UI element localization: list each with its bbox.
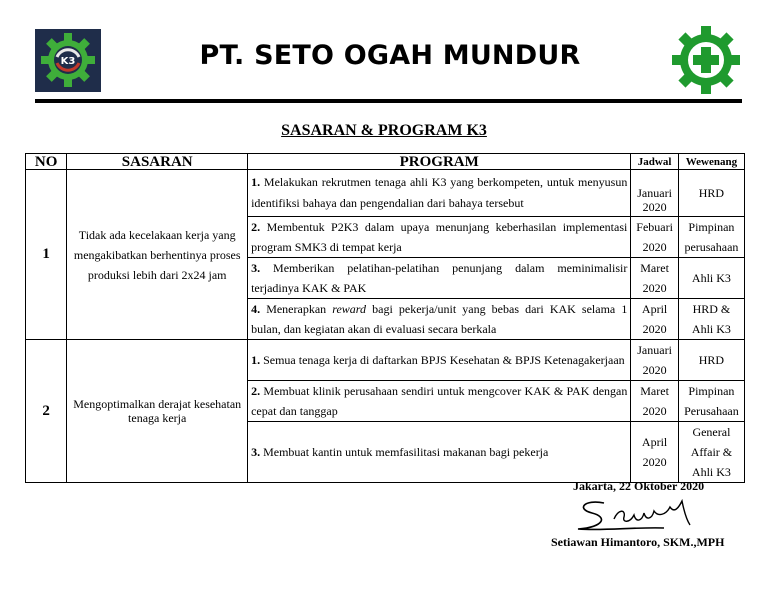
program-number: 3. (251, 261, 261, 275)
program-cell (248, 299, 631, 340)
program-text-before: Menerapkan (266, 302, 333, 316)
program-text-after: bagi pekerja/unit yang bebas dari KAK selama 1 bulan, dan kegiatan akan di evaluasi secara berkala (251, 302, 628, 336)
sasaran-cell: Mengoptimalkan derajat kesehatan tenaga kerja (67, 340, 248, 483)
table-header-row (26, 154, 745, 170)
program-text: Memberikan pelatihan-pelatihan penunjang dalam meminimalisir terjadinya KAK & PAK (251, 261, 628, 295)
green-cross-gear-icon (672, 26, 740, 94)
jadwal-cell: April 2020 (631, 299, 679, 340)
sasaran-cell: Tidak ada kecelakaan kerja yang mengakibatkan berhentinya proses produksi lebih dari 2x24 jam (67, 170, 248, 340)
program-table (25, 153, 745, 483)
program-number: 1. (251, 175, 261, 189)
signatory-name: Setiawan Himantoro, SKM.,MPH (551, 535, 725, 549)
program-number: 2. (251, 384, 261, 398)
program-cell (248, 217, 631, 258)
program-cell (248, 258, 631, 299)
k3-gear-logo-icon (35, 29, 101, 92)
program-number: 4. (251, 302, 261, 316)
program-cell (248, 381, 631, 422)
table-row (26, 170, 745, 217)
program-text: Semua tenaga kerja di daftarkan BPJS Kesehatan & BPJS Ketenagakerjaan (263, 353, 625, 367)
program-text-italic: reward (332, 302, 367, 316)
jadwal-cell: Febuari 2020 (631, 217, 679, 258)
program-text: Membentuk P2K3 dalam upaya menunjang keberhasilan implementasi program SMK3 di tempat kerja (251, 220, 628, 254)
jadwal-cell: Januari 2020 (631, 170, 679, 217)
wewenang-cell: HRD & Ahli K3 (678, 299, 744, 340)
header-program: PROGRAM (248, 154, 631, 170)
program-cell (248, 340, 631, 381)
program-cell (248, 422, 631, 483)
program-number: 1. (251, 353, 261, 367)
table-row (26, 340, 745, 381)
place-date: Jakarta, 22 Oktober 2020 (573, 479, 705, 493)
jadwal-cell: April 2020 (631, 422, 679, 483)
header-jadwal: Jadwal (631, 154, 679, 170)
header-divider (35, 99, 742, 103)
program-cell (248, 170, 631, 217)
row-number: 1 (26, 170, 67, 340)
company-name: PT. SETO OGAH MUNDUR (199, 40, 581, 71)
signature-icon (574, 497, 708, 533)
wewenang-cell: HRD (678, 170, 744, 217)
program-number: 3. (251, 445, 261, 459)
wewenang-cell: Pimpinan perusahaan (678, 217, 744, 258)
header-wewenang: Wewenang (678, 154, 744, 170)
svg-text:K3: K3 (60, 56, 76, 67)
program-text: Membuat kantin untuk memfasilitasi makanan bagi pekerja (263, 445, 549, 459)
row-number: 2 (26, 340, 67, 483)
wewenang-cell: HRD (678, 340, 744, 381)
jadwal-cell: Januari 2020 (631, 340, 679, 381)
header-no: NO (26, 154, 67, 170)
wewenang-cell: General Affair & Ahli K3 (678, 422, 744, 483)
jadwal-cell: Maret 2020 (631, 381, 679, 422)
wewenang-cell: Pimpinan Perusahaan (678, 381, 744, 422)
wewenang-cell: Ahli K3 (678, 258, 744, 299)
header-sasaran: SASARAN (67, 154, 248, 170)
program-text: Melakukan rekrutmen tenaga ahli K3 yang berkompeten, untuk menyusun identifiksi bahaya dan pengendalian dari bahaya tersebut (251, 175, 628, 210)
document-title: SASARAN & PROGRAM K3 (281, 122, 487, 139)
program-number: 2. (251, 220, 261, 234)
program-text: Membuat klinik perusahaan sendiri untuk mengcover KAK & PAK dengan cepat dan tanggap (251, 384, 628, 418)
jadwal-cell: Maret 2020 (631, 258, 679, 299)
